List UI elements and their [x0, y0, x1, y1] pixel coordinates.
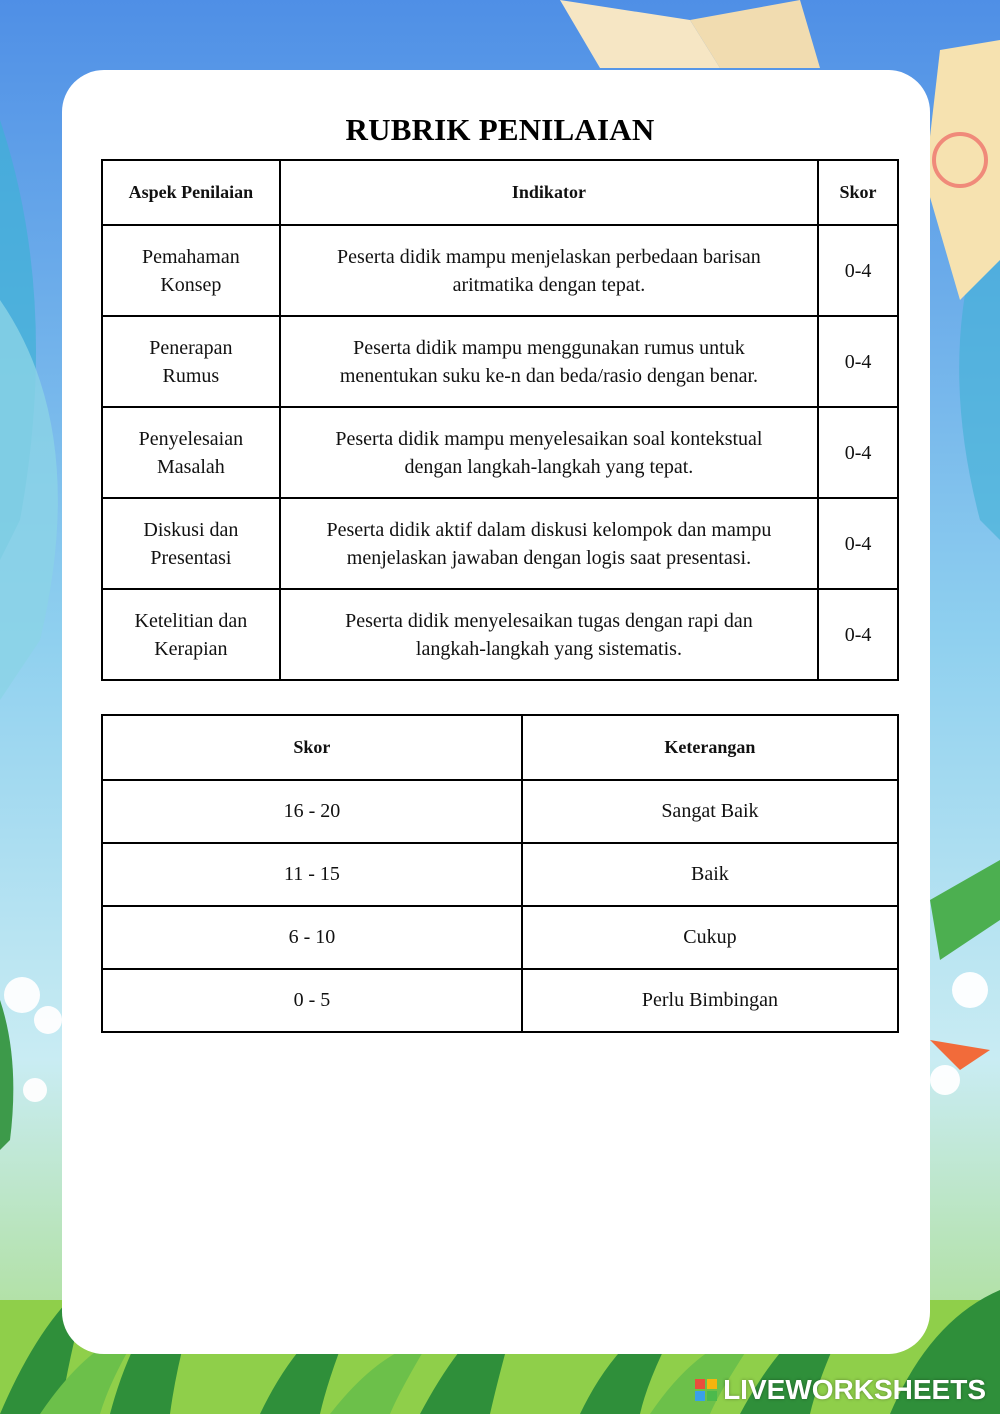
- keterangan-cell: Cukup: [522, 906, 898, 969]
- skor-cell: 0-4: [818, 589, 898, 680]
- indikator-cell: Peserta didik aktif dalam diskusi kelompok dan mampu menjelaskan jawaban dengan logis saat presentasi.: [280, 498, 818, 589]
- rubric-header-row: [102, 160, 898, 225]
- skor-range-cell: 0 - 5: [102, 969, 522, 1032]
- skor-cell: 0-4: [818, 225, 898, 316]
- table-row: [102, 780, 898, 843]
- keterangan-cell: Perlu Bimbingan: [522, 969, 898, 1032]
- table-row: [102, 316, 898, 407]
- keterangan-cell: Sangat Baik: [522, 780, 898, 843]
- liveworksheets-watermark: [695, 1374, 986, 1406]
- liveworksheets-logo-icon: [695, 1379, 717, 1401]
- skor-cell: 0-4: [818, 498, 898, 589]
- table-row: [102, 407, 898, 498]
- table-row: [102, 843, 898, 906]
- header-keterangan: Keterangan: [522, 715, 898, 780]
- header-skor: Skor: [102, 715, 522, 780]
- skor-cell: 0-4: [818, 407, 898, 498]
- aspek-cell: Diskusi dan Presentasi: [102, 498, 280, 589]
- skor-range-cell: 11 - 15: [102, 843, 522, 906]
- aspek-cell: Ketelitian dan Kerapian: [102, 589, 280, 680]
- aspek-cell: Penerapan Rumus: [102, 316, 280, 407]
- keterangan-cell: Baik: [522, 843, 898, 906]
- table-row: [102, 225, 898, 316]
- indikator-cell: Peserta didik menyelesaikan tugas dengan rapi dan langkah-langkah yang sistematis.: [280, 589, 818, 680]
- watermark-text: LIVEWORKSHEETS: [723, 1374, 986, 1405]
- skor-range-cell: 6 - 10: [102, 906, 522, 969]
- indikator-cell: Peserta didik mampu menjelaskan perbedaan barisan aritmatika dengan tepat.: [280, 225, 818, 316]
- skor-cell: 0-4: [818, 316, 898, 407]
- aspek-cell: Pemahaman Konsep: [102, 225, 280, 316]
- page-title: RUBRIK PENILAIAN: [345, 112, 655, 147]
- table-row: [102, 906, 898, 969]
- header-skor: Skor: [818, 160, 898, 225]
- score-scale-table: [101, 714, 899, 1033]
- aspek-cell: Penyelesaian Masalah: [102, 407, 280, 498]
- table-row: [102, 969, 898, 1032]
- scale-header-row: [102, 715, 898, 780]
- indikator-cell: Peserta didik mampu menggunakan rumus untuk menentukan suku ke-n dan beda/rasio dengan benar.: [280, 316, 818, 407]
- table-row: [102, 498, 898, 589]
- table-row: [102, 589, 898, 680]
- header-indikator: Indikator: [280, 160, 818, 225]
- skor-range-cell: 16 - 20: [102, 780, 522, 843]
- header-aspek: Aspek Penilaian: [102, 160, 280, 225]
- indikator-cell: Peserta didik mampu menyelesaikan soal kontekstual dengan langkah-langkah yang tepat.: [280, 407, 818, 498]
- rubric-table: [101, 159, 899, 681]
